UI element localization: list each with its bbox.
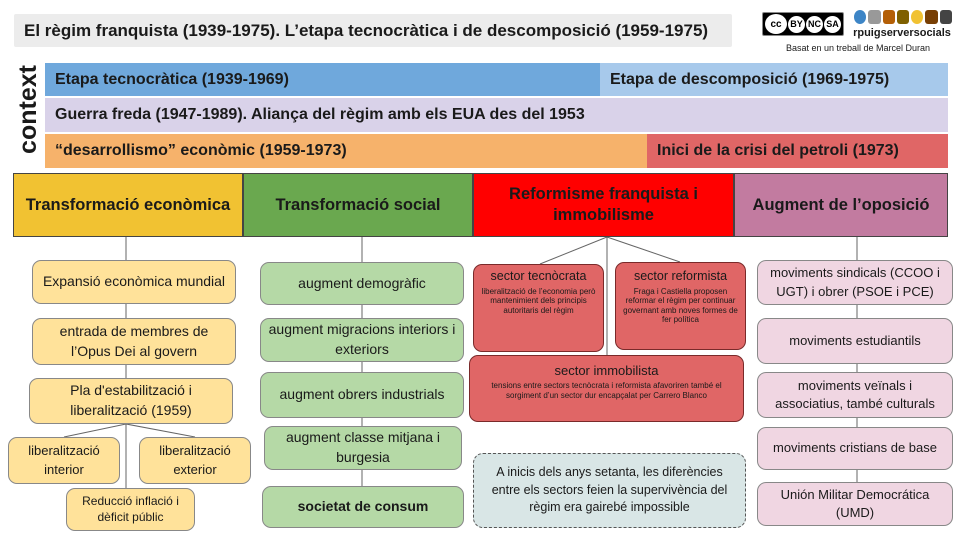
header-transformacio-economica: Transformació econòmica xyxy=(13,173,243,237)
node-sector-immobilista xyxy=(469,355,744,422)
node-moviments-veinals: moviments veïnals i associatius, també culturals xyxy=(757,372,953,418)
band-crisi-petroli: Inici de la crisi del petroli (1973) xyxy=(647,134,948,168)
sector-immobilista-desc: tensions entre sectors tecnòcrata i reformista afavoriren també el sorgiment d’un sector dur encapçalat per Carrero Blanco xyxy=(491,381,722,400)
node-moviments-cristians: moviments cristians de base xyxy=(757,427,953,470)
band-etapa-descomposicio: Etapa de descomposició (1969-1975) xyxy=(600,63,948,96)
sector-immobilista-title: sector immobilista xyxy=(554,363,659,378)
cc-icon: cc xyxy=(765,14,787,34)
page-title: El règim franquista (1939-1975). L’etapa tecnocràtica i de descomposició (1959-1975) xyxy=(14,14,732,47)
header-transformacio-social: Transformació social xyxy=(243,173,473,237)
nc-icon: NC xyxy=(806,16,823,33)
sector-tecnocrata-desc: liberalització de l’economia però mantenimient dels principis autoritaris del règim xyxy=(481,286,596,315)
node-pla-estabilitzacio: Pla d'estabilització i liberalització (1959) xyxy=(29,378,233,424)
node-augment-classe-mitjana: augment classe mitjana i burgesia xyxy=(264,426,462,470)
header-reformisme-immobilisme: Reformisme franquista i immobilisme xyxy=(473,173,734,237)
band-desarrollismo: “desarrollismo” econòmic (1959-1973) xyxy=(45,134,647,168)
node-moviments-sindicals: moviments sindicals (CCOO i UGT) i obrer (PSOE i PCE) xyxy=(757,260,953,305)
credit-text: Basat en un treball de Marcel Duran xyxy=(785,43,931,53)
node-moviments-estudiantils: moviments estudiantils xyxy=(757,318,953,364)
band-etapa-tecnocratica: Etapa tecnocràtica (1939-1969) xyxy=(45,63,600,96)
node-sector-reformista xyxy=(615,262,746,350)
node-opus-dei: entrada de membres de l’Opus Dei al govern xyxy=(32,318,236,365)
node-reduccio-inflacio: Reducció inflació i dèficit públic xyxy=(66,488,195,531)
header-augment-oposicio: Augment de l’oposició xyxy=(734,173,948,237)
context-label-text: context xyxy=(13,64,42,154)
node-augment-obrers: augment obrers industrials xyxy=(260,372,464,418)
node-societat-consum: societat de consum xyxy=(262,486,464,528)
sa-icon: SA xyxy=(824,16,841,33)
note-supervivencia-regim: A inicis dels anys setanta, les diferències entre els sectors feien la supervivència del règim era gairebé impossible xyxy=(473,453,746,528)
node-expansio-economica: Expansió econòmica mundial xyxy=(32,260,236,304)
node-umd: Unión Militar Democrática (UMD) xyxy=(757,482,953,526)
sector-reformista-desc: Fraga i Castiella proposen reformar el règim per continuar governant amb noves formes de fer política xyxy=(623,286,738,325)
node-liberalitzacio-interior: liberalització interior xyxy=(8,437,120,484)
brand-name[interactable]: rpuigserversocials xyxy=(853,27,951,39)
sector-tecnocrata-title: sector tecnòcrata xyxy=(490,269,587,283)
node-augment-migracions: augment migracions interiors i exteriors xyxy=(260,318,464,362)
node-sector-tecnocrata xyxy=(473,264,604,352)
by-icon: BY xyxy=(788,16,805,33)
node-liberalitzacio-exterior: liberalització exterior xyxy=(139,437,251,484)
node-augment-demografic: augment demogràfic xyxy=(260,262,464,305)
sector-reformista-title: sector reformista xyxy=(633,269,728,283)
band-guerra-freda: Guerra freda (1947-1989). Aliança del règim amb els EUA des del 1953 xyxy=(45,98,948,132)
